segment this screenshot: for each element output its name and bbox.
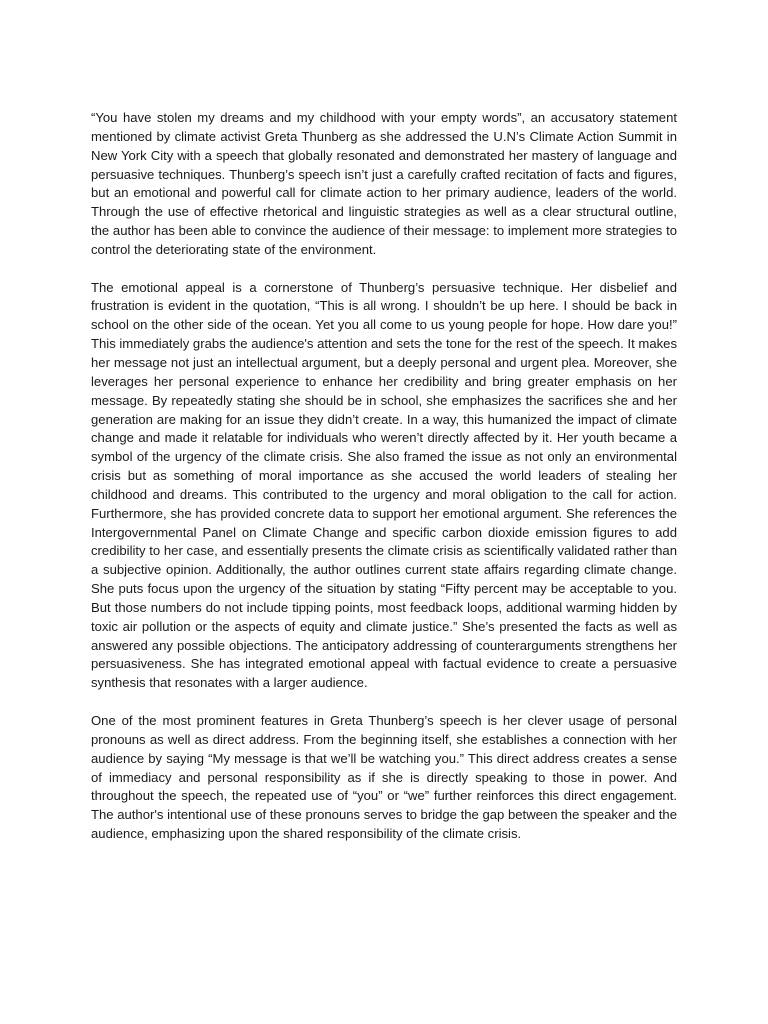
paragraph-emotional-appeal: The emotional appeal is a cornerstone of Thunberg’s persuasive technique. Her disbelief and frustration is evident in the quotation, “This is all wrong. I shouldn’t be up here. I should be back in school on the other side of the ocean. Yet you all come to us young people for hope. How dare you!” This immediately grabs the audience's attention and sets the tone for the rest of the speech. It makes her message not just an intellectual argument, but a deeply personal and urgent plea. Moreover, she leverages her personal experience to enhance her credibility and bring greater emphasis on her message. By repeatedly stating she should be in school, she emphasizes the sacrifices she and her generation are making for an issue they didn’t create. In a way, this humanized the impact of climate change and made it relatable for individuals who weren’t directly affected by it. Her youth became a symbol of the urgency of the climate crisis. She also framed the issue as not only an environmental crisis but as something of moral importance as she accused the world leaders of stealing her childhood and dreams. This contributed to the urgency and moral obligation to the call for action. Furthermore, she has provided concrete data to support her emotional argument. She references the Intergovernmental Panel on Climate Change and specific carbon dioxide emission figures to add credibility to her case, and essentially presents the climate crisis as scientifically validated rather than a subjective opinion. Additionally, the author outlines current state affairs regarding climate change. She puts focus upon the urgency of the situation by stating “Fifty percent may be acceptable to you. But those numbers do not include tipping points, most feedback loops, additional warming hidden by toxic air pollution or the aspects of equity and climate justice.” She’s presented the facts as well as answered any possible objections. The anticipatory addressing of counterarguments strengthens her persuasiveness. She has integrated emotional appeal with factual evidence to create a persuasive synthesis that resonates with a larger audience. <box>91 279 677 691</box>
paragraph-intro: “You have stolen my dreams and my childhood with your empty words”, an accusatory statement mentioned by climate activist Greta Thunberg as she addressed the U.N’s Climate Action Summit in New York City with a speech that globally resonated and demonstrated her mastery of language and persuasive techniques. Thunberg’s speech isn’t just a carefully crafted recitation of facts and figures, but an emotional and powerful call for climate action to her primary audience, leaders of the world. Through the use of effective rhetorical and linguistic strategies as well as a clear structural outline, the author has been able to convince the audience of their message: to implement more strategies to control the deteriorating state of the environment. <box>91 110 677 257</box>
document-body <box>91 109 677 863</box>
paragraph-pronouns: One of the most prominent features in Greta Thunberg’s speech is her clever usage of personal pronouns as well as direct address. From the beginning itself, she establishes a connection with her audience by saying “My message is that we’ll be watching you.” This direct address creates a sense of immediacy and personal responsibility as if she is directly speaking to those in power. And throughout the speech, the repeated use of “you” or “we” further reinforces this direct engagement. The author's intentional use of these pronouns serves to bridge the gap between the speaker and the audience, emphasizing upon the shared responsibility of the climate crisis. <box>91 713 677 842</box>
